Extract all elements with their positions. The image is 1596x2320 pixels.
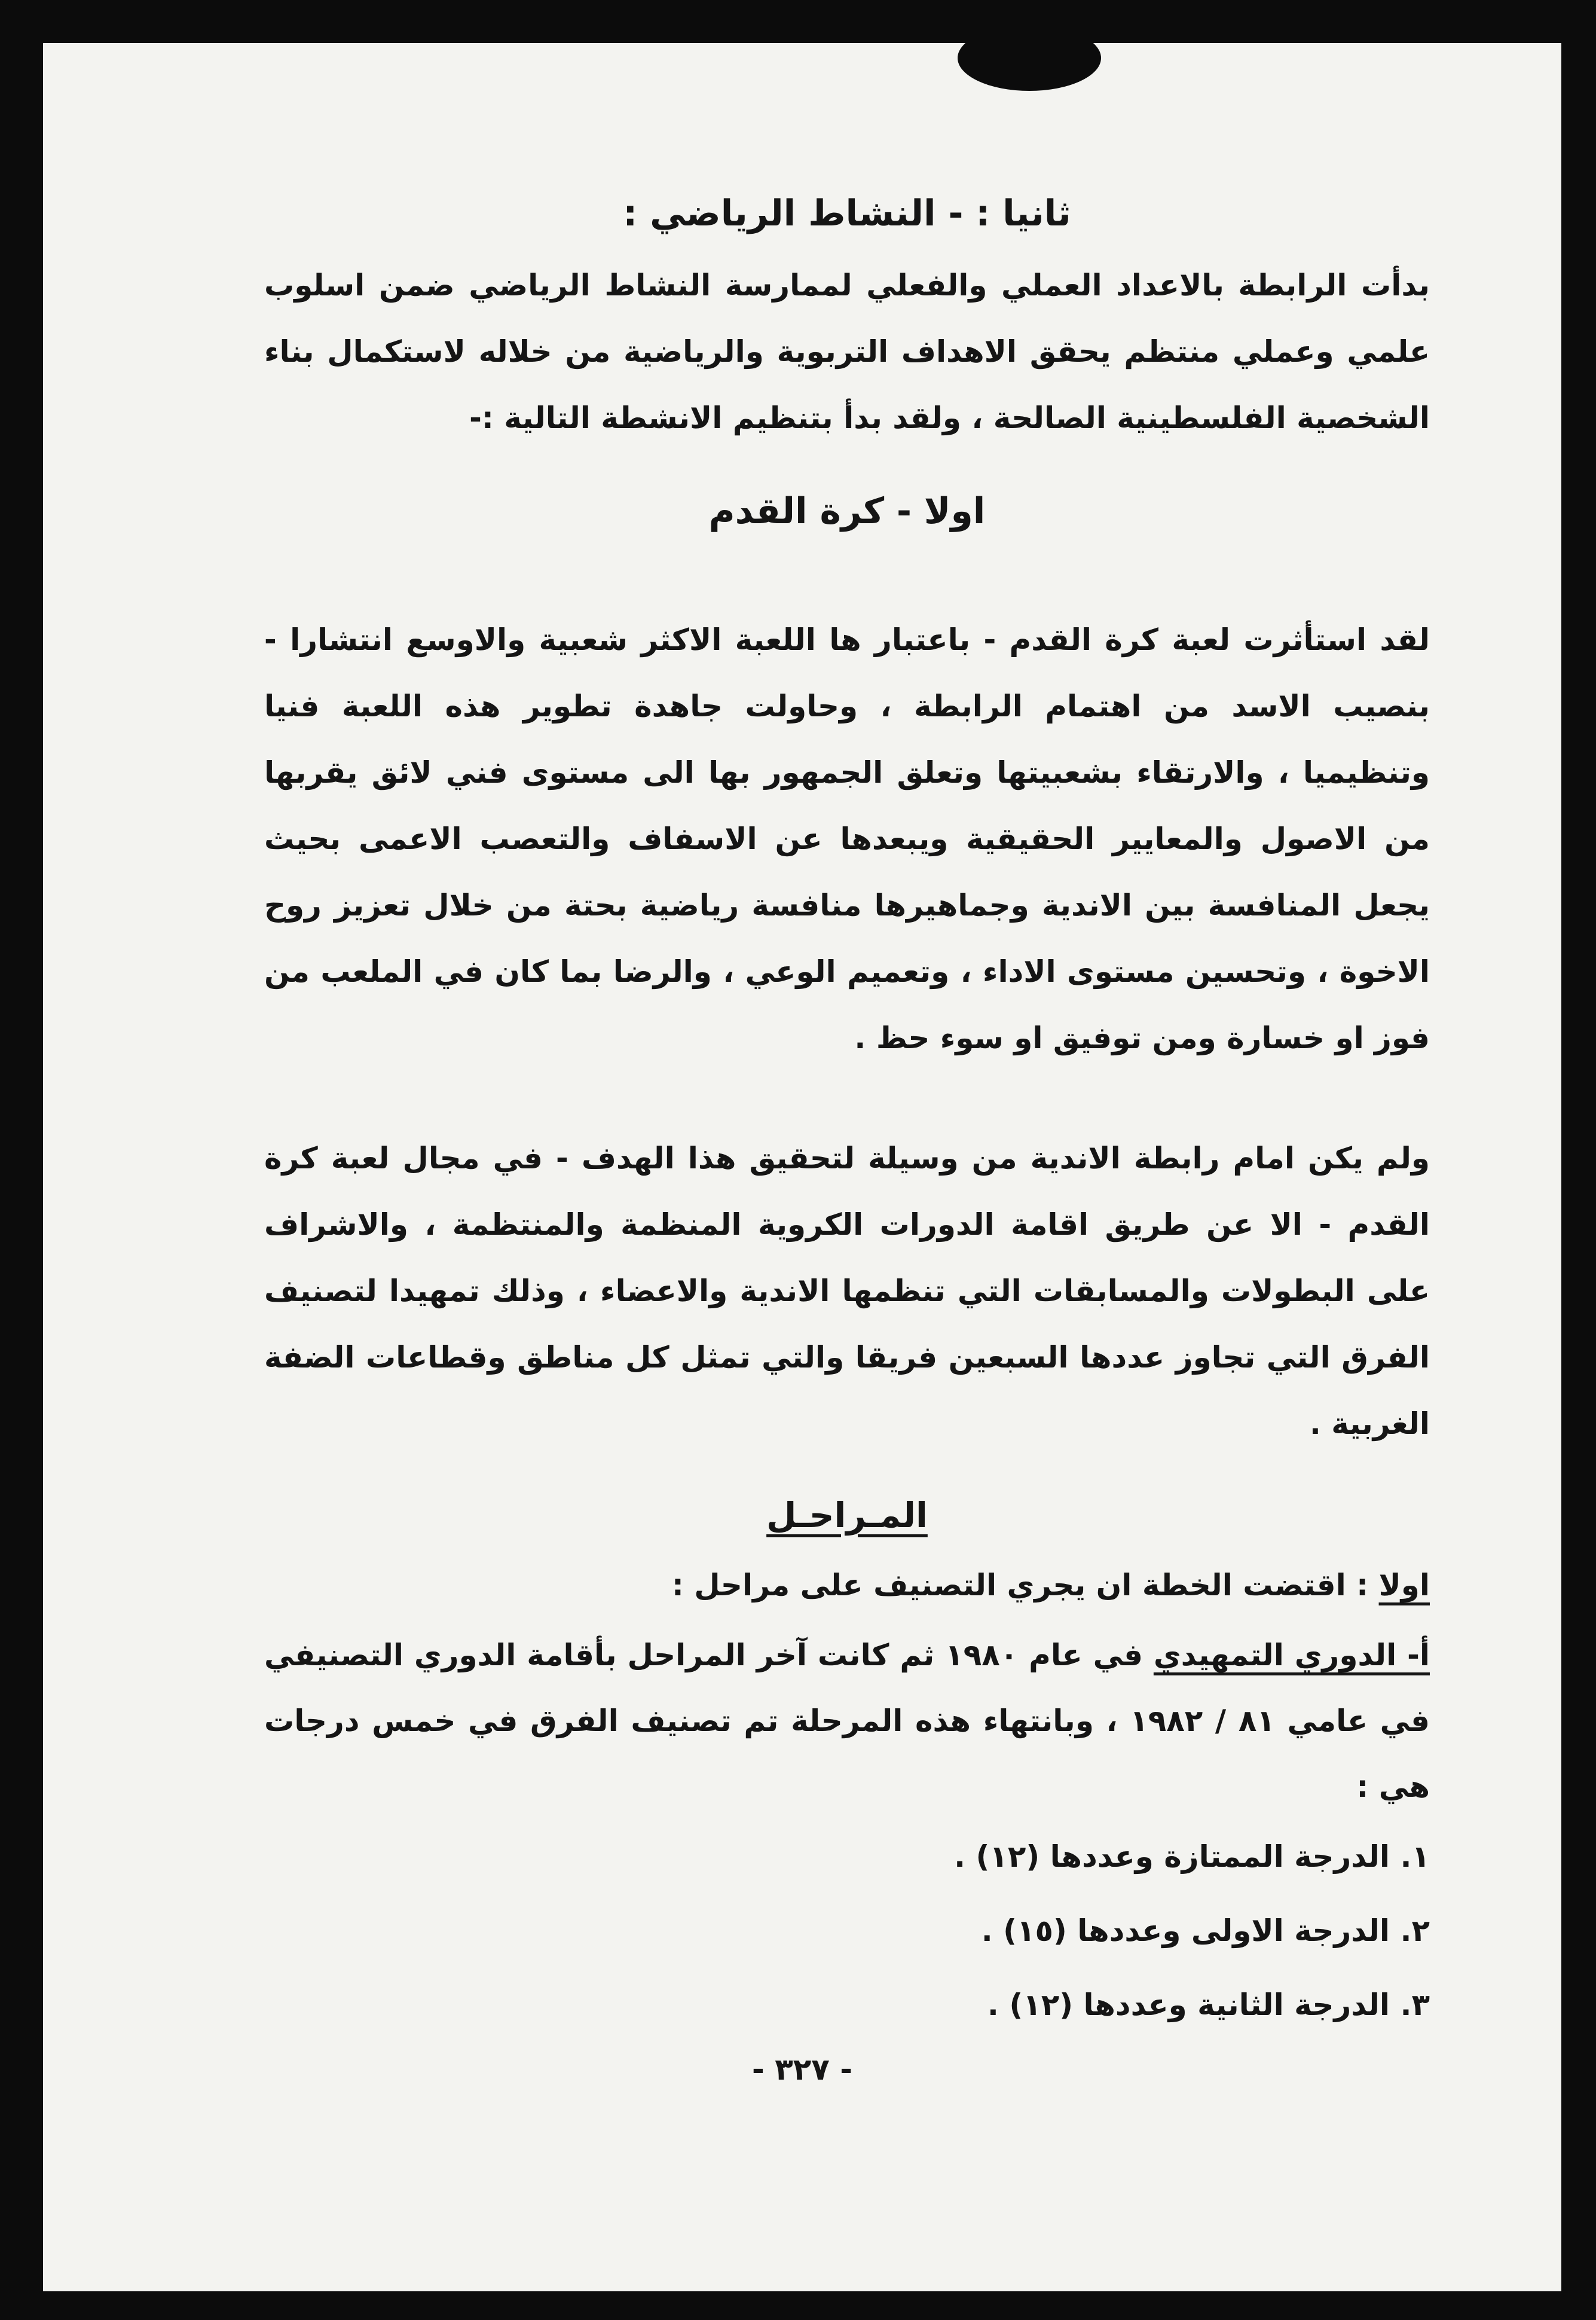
stages-heading: المـراحـل [766, 1495, 928, 1536]
list-item: ٣. الدرجة الثانية وعددها (١٢) . [987, 1988, 1430, 2022]
stage-a-label: أ- الدوري التمهيدي [1153, 1638, 1430, 1672]
tournaments-paragraph: ولم يكن امام رابطة الاندية من وسيلة لتحقيق هذا الهدف - في مجال لعبة كرة القدم - الا عن طريق اقامة الدورات الكروية المنظمة والمنتظمة ، والاشراف على البطولات والمسابقات التي تنظمها الاندية والاعضاء ، وذلك تمهيدا لتصنيف الفرق التي تجاوز عددها السبعين فريقا والتي تمثل كل مناطق وقطاعات الضفة الغربية . [264, 1141, 1430, 1441]
document-page [43, 43, 1561, 2291]
classification-plan-line [264, 1548, 1430, 1622]
intro-paragraph: بدأت الرابطة بالاعداد العملي والفعلي لممارسة النشاط الرياضي ضمن اسلوب علمي وعملي منتظم يحقق الاهداف التربوية والرياضية من خلاله لاستكمال بناء الشخصية الفلسطينية الصالحة ، ولقد بدأ بتنظيم الانشطة التالية :- [264, 268, 1430, 435]
section-heading-sports-activity: ثانيا : - النشاط الرياضي : [623, 193, 1071, 234]
list-item: ١. الدرجة الممتازة وعددها (١٢) . [954, 1839, 1430, 1874]
plan-label: اولا [1378, 1568, 1430, 1602]
preliminary-league-paragraph [264, 1622, 1430, 1820]
stage-a-text: في عام ١٩٨٠ ثم كانت آخر المراحل بأقامة الدوري التصنيفي في عامي ٨١ / ١٩٨٢ ، وبانتهاء هذه المرحلة تم تصنيف الفرق في خمس درجات هي : [264, 1638, 1430, 1804]
list-item: ٢. الدرجة الاولى وعددها (١٥) . [981, 1913, 1430, 1948]
page-content [264, 181, 1430, 2042]
section-heading-football: اولا - كرة القدم [708, 490, 986, 532]
plan-text: : اقتضت الخطة ان يجري التصنيف على مراحل : [671, 1568, 1379, 1602]
football-paragraph: لقد استأثرت لعبة كرة القدم - باعتبار ها اللعبة الاكثر شعبية والاوسع انتشارا - بنصيب الاسد من اهتمام الرابطة ، وحاولت جاهدة تطوير هذه اللعبة فنيا وتنظيميا ، والارتقاء بشعبيتها وتعلق الجمهور بها الى مستوى فني لائق يقربها من الاصول والمعايير الحقيقية ويبعدها عن الاسفاف والتعصب الاعمى بحيث يجعل المنافسة بين الاندية وجماهيرها منافسة رياضية بحتة من خلال تعزيز روح الاخوة ، وتحسين مستوى الاداء ، وتعميم الوعي ، والرضا بما كان في الملعب من فوز او خسارة ومن توفيق او سوء حظ . [264, 622, 1430, 1055]
page-number: - ٣٢٧ - [752, 2052, 852, 2087]
